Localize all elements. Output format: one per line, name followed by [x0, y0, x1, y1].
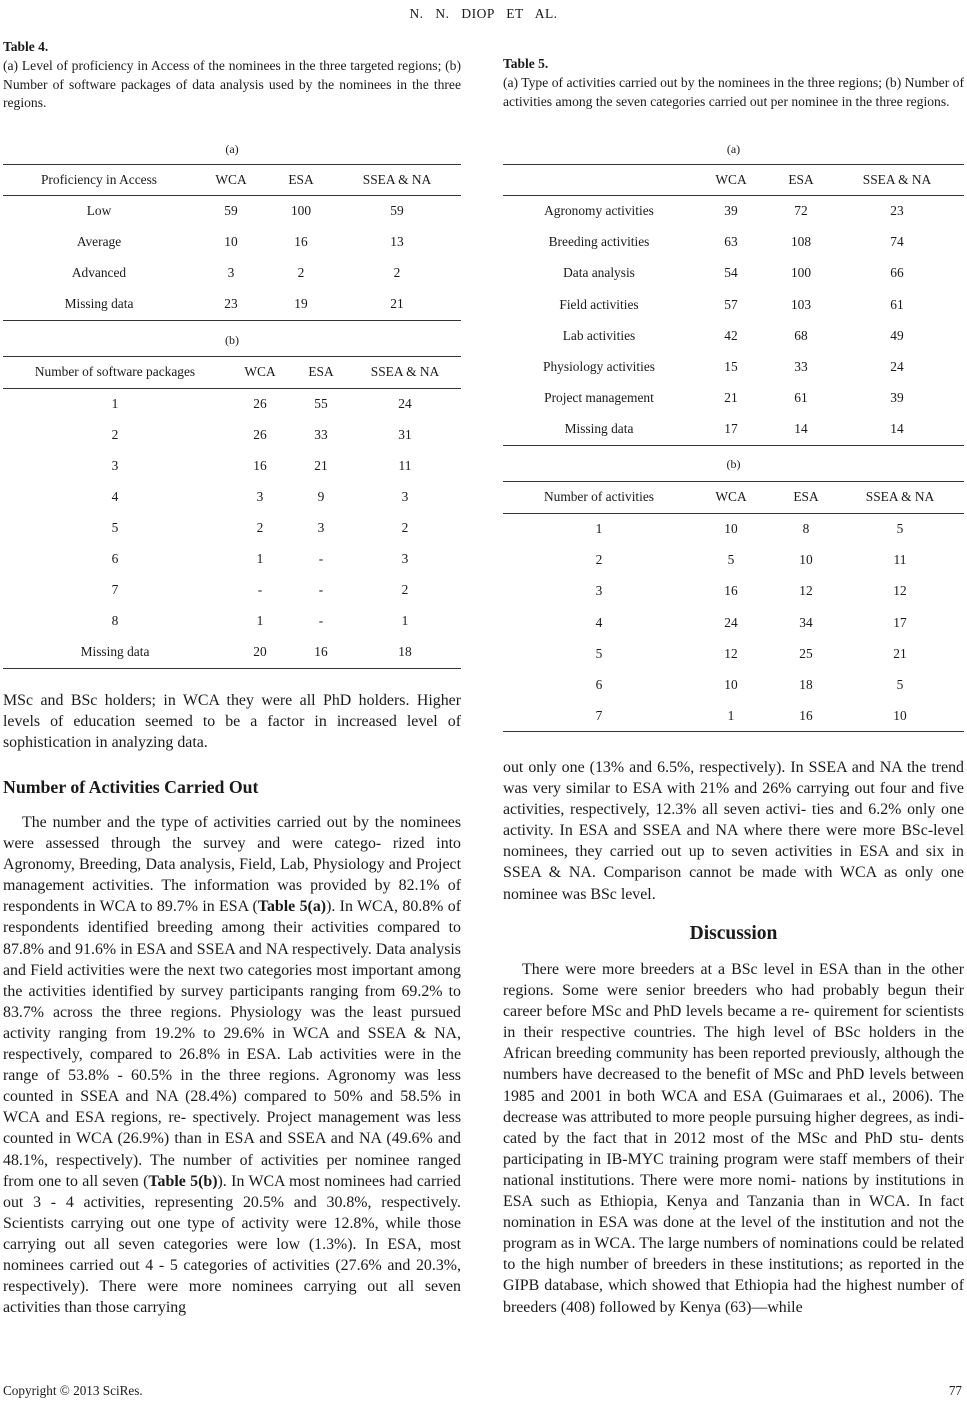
table-cell: 15: [724, 359, 738, 374]
table-cell: 1: [256, 613, 264, 628]
table-cell: 2: [595, 552, 603, 568]
table4a-label: (a): [225, 142, 239, 156]
table-cell: 12: [799, 583, 813, 599]
table-cell: 10: [724, 521, 738, 536]
table-cell: 1: [256, 551, 264, 566]
table-cell: 4: [595, 614, 603, 630]
discussion-paragraph: There were more breeders at a BSc level in ESA than in the other regions. Some were senior breeders who had probably begun their career before MSc and PhD levels became a re- quirement for scientists in their respective countries. The high level of BSc holders in the African breeding community has been reported previously, although the numbers have decreased to the benefit of MSc and PhD levels between 1985 and 2001 in both WCA and ESA (Guimaraes et al., 2006). The decrease was attributed to more people pursuing higher degrees, as indi- cated by the fact that in 2012 most of the MSc and PhD stu- dents participating in IB-MYC training program were staff members of their national institutions. There were more nomi- nations by institutions in ESA such as Ethiopia, Kenya and Tanzania than in WCA. In fact nomination in ESA was done at the level of the institution and not the program as in WCA. The large numbers of nominations could be related to the high number of breeders in these institutions; as reported in the GIPB database, which showed that Ethiopia had the highest number of breeders (408) followed by Kenya (63)—while: [503, 961, 964, 1316]
table-cell: 1: [595, 521, 603, 536]
table-cell: 11: [893, 552, 907, 568]
table-cell: Missing data: [80, 644, 150, 659]
table-cell: 10: [799, 552, 813, 568]
table-cell: 39: [724, 203, 738, 218]
table-cell: 7: [111, 582, 119, 597]
table-row: [503, 552, 964, 572]
table-row: [3, 265, 461, 285]
table-cell: 21: [893, 645, 907, 661]
table5-title: Table 5.: [503, 56, 549, 71]
table-cell: SSEA & NA: [862, 172, 932, 187]
results-paragraph: out only one (13% and 6.5%, respectively). In SSEA and NA the trend was very similar to ESA with 21% and 26% carrying out four and five activities, respectively, 12.3% all seven activi- ties and 6.2% only one activity. In ESA and SSEA and NA where there were more BSc-level nominees, they carried out up to seven activities in ESA and six in SSEA & NA. Comparison cannot be made with WCA as only one nominee was BSc level.: [503, 759, 964, 903]
table-cell: 24: [890, 359, 904, 374]
table-cell: -: [257, 582, 263, 597]
table4b-label: (b): [225, 333, 239, 347]
table-cell: 108: [790, 234, 812, 250]
table-cell: 21: [390, 296, 404, 311]
table5a-label: (a): [726, 142, 741, 156]
table-cell: WCA: [715, 172, 747, 187]
table-cell: 1: [727, 708, 735, 724]
table-cell: 17: [893, 614, 907, 630]
table-cell: WCA: [215, 172, 247, 187]
table-cell: 72: [794, 203, 808, 218]
table-cell: 66: [890, 265, 904, 281]
table-rule: [3, 320, 461, 321]
table-cell: 33: [314, 427, 328, 442]
table-cell: 57: [724, 296, 738, 312]
table-cell: 3: [595, 583, 603, 599]
table-row: [3, 296, 461, 316]
table-cell: SSEA & NA: [865, 489, 935, 504]
activities-paragraph: [3, 812, 461, 1318]
table-rule: [503, 164, 964, 165]
table-cell: 61: [890, 296, 904, 312]
table-row: [503, 297, 964, 317]
table-cell: ESA: [793, 489, 819, 504]
table-cell: 2: [393, 265, 401, 280]
table-cell: ESA: [308, 364, 334, 379]
table-row: [503, 615, 964, 635]
table-row: [503, 265, 964, 285]
table-row: [3, 234, 461, 254]
table-cell: 16: [314, 644, 328, 659]
table-cell: WCA: [244, 364, 276, 379]
table-cell: ESA: [288, 172, 314, 187]
table-rule: [3, 356, 461, 357]
page-number: 77: [948, 1383, 962, 1398]
table-cell: 10: [224, 234, 238, 249]
table-cell: 4: [111, 489, 119, 504]
table-cell: 10: [724, 677, 738, 692]
table-row: [3, 644, 461, 664]
table-cell: 18: [398, 644, 412, 659]
table-cell: 5: [896, 521, 904, 536]
table4-title: Table 4.: [3, 39, 49, 54]
table-row: [503, 583, 964, 603]
table-cell: 10: [893, 708, 907, 724]
table-cell: 23: [224, 296, 238, 311]
table-cell: Project management: [544, 390, 654, 406]
table-cell: SSEA & NA: [370, 364, 440, 379]
table-cell: ESA: [788, 172, 814, 187]
table-cell: 26: [253, 427, 267, 442]
table-cell: 1: [111, 396, 119, 411]
table-cell: Agronomy activities: [544, 203, 654, 218]
table-cell: -: [318, 582, 324, 597]
table-cell: 63: [724, 234, 738, 250]
copyright: Copyright © 2013 SciRes.: [3, 1383, 143, 1398]
table-cell: 2: [297, 265, 305, 280]
table-cell: 19: [294, 296, 308, 311]
table-rule: [3, 195, 461, 196]
paragraph-text: ). In WCA most nominees had carried out 3 - 4 activities, representing 20.5% and 30.8%, respectively. Scientists carrying out one type of activity were 12.8%, while those carrying out all seven categories were low (1.3%). In ESA, most nominees carried out 4 - 5 categories of activities (27.6% and 20.3%, respectively). There were more nominees carrying out all seven activities than those carrying: [3, 1172, 461, 1317]
paragraph-text: ). In WCA, 80.8% of respondents identified breeding among their activities compared to 87.8% and 91.6% in ESA and SSEA and NA respectively. Data analysis and Field activities were the next two categories most important among the activities identified by survey participants ranging from 69.2% to 83.7% across the three regions. Physiology was the least pursued activity ranging from 19.2% to 29.6% in WCA and SSEA & NA, respectively, compared to 26.8% in ESA. Lab activities were in the range of 53.8% - 60.5% in the three regions. Agronomy was less counted in SSEA and NA (28.4%) compared to 50% and 58.5% in WCA and ESA regions, re- spectively. Project management was less counted in WCA (26.9%) than in ESA and SSEA and NA (49.6% and 48.1%, respectively). The number of activities per nominee ranged from one to all seven (: [3, 898, 462, 1190]
table-row: [3, 582, 461, 602]
table-cell: Physiology activities: [543, 359, 655, 374]
table-cell: 61: [794, 390, 808, 406]
table-cell: 16: [253, 458, 267, 473]
table-rule: [503, 513, 964, 514]
table-row: [503, 234, 964, 254]
table-cell: 20: [253, 644, 267, 659]
table-cell: -: [318, 551, 324, 566]
table-cell: 24: [398, 396, 412, 411]
table-cell: 49: [890, 327, 904, 343]
table-cell: 2: [401, 520, 409, 535]
table-cell: Lab activities: [562, 327, 636, 343]
table-rule: [3, 668, 461, 669]
section-heading: Number of Activities Carried Out: [3, 777, 259, 797]
table-cell: Missing data: [564, 421, 634, 437]
table-cell: 2: [111, 427, 119, 442]
table-cell: Proficiency in Access: [40, 172, 158, 187]
table-cell: 103: [790, 296, 812, 312]
table4-caption: (a) Level of proficiency in Access of the nominees in the three targeted regions; (b) Number of software packages of data analysis used by the nominees in the three regions.: [3, 58, 461, 110]
table-rule: [503, 481, 964, 482]
table-row: [3, 489, 461, 509]
table-cell: 16: [724, 583, 738, 599]
table-row: [3, 203, 461, 223]
table-cell: 100: [790, 265, 812, 281]
table-cell: 18: [799, 677, 813, 692]
table-row: [503, 359, 964, 379]
table-cell: SSEA & NA: [362, 172, 432, 187]
table-cell: 54: [724, 265, 738, 281]
table5b-label: (b): [726, 457, 741, 471]
table-row: [3, 551, 461, 571]
table-row: [3, 613, 461, 633]
table-cell: 5: [111, 520, 119, 535]
table-cell: 8: [802, 521, 810, 536]
table-cell: Advanced: [71, 265, 127, 280]
table-cell: 5: [727, 552, 735, 568]
table-cell: 100: [290, 203, 312, 218]
table-rule: [503, 195, 964, 196]
table-cell: 33: [794, 359, 808, 374]
table-reference: Table 5(a): [257, 898, 327, 916]
table-cell: 5: [896, 677, 904, 692]
table-cell: 13: [390, 234, 404, 249]
table-cell: 16: [294, 234, 308, 249]
table-cell: 26: [253, 396, 267, 411]
table-cell: 12: [893, 583, 907, 599]
table-cell: Number of software packages: [34, 364, 196, 379]
table-cell: 11: [398, 458, 412, 473]
table-cell: 3: [317, 520, 325, 535]
table-cell: 2: [401, 582, 409, 597]
table5-caption: (a) Type of activities carried out by the nominees in the three regions; (b) Number of activities among the seven categories carried out per nominee in the three regions.: [503, 75, 964, 109]
table-cell: 8: [111, 613, 119, 628]
table-cell: 68: [794, 327, 808, 343]
table-reference: Table 5(b): [148, 1172, 218, 1190]
table-cell: 14: [890, 421, 904, 437]
table-header-row: [503, 489, 964, 509]
table-cell: 2: [256, 520, 264, 535]
table-row: [503, 328, 964, 348]
table-row: [503, 203, 964, 223]
table-cell: Data analysis: [563, 265, 635, 281]
table-cell: 5: [595, 645, 603, 661]
table-cell: 55: [314, 396, 328, 411]
table-row: [3, 396, 461, 416]
table-cell: Average: [76, 234, 122, 249]
table-cell: 3: [401, 551, 409, 566]
table-cell: 9: [317, 489, 325, 504]
table-cell: 42: [724, 327, 738, 343]
table-cell: 21: [314, 458, 328, 473]
table-cell: 23: [890, 203, 904, 218]
table-row: [503, 708, 964, 728]
discussion-heading: Discussion: [689, 923, 778, 944]
table-rule: [503, 445, 964, 446]
table-cell: 7: [595, 708, 603, 724]
table-row: [503, 677, 964, 697]
running-head: N. N. DIOP ET AL.: [409, 6, 558, 21]
table-header-row: [503, 172, 964, 192]
table-header-row: [3, 364, 461, 384]
table-cell: 24: [724, 614, 738, 630]
table-rule: [3, 388, 461, 389]
table-cell: 34: [799, 614, 813, 630]
table-row: [503, 421, 964, 441]
table-cell: 6: [111, 551, 119, 566]
table-row: [503, 521, 964, 541]
table-rule: [503, 731, 964, 732]
paragraph-text: The number and the type of activities carried out by the nominees were assessed through the survey and were catego- rized into Agronomy, Breeding, Data analysis, Field, Lab, Physiology and Project management activities. The information was provided by 82.1% of respondents in WCA to 89.7% in ESA (: [3, 814, 461, 916]
table-cell: 3: [227, 265, 235, 280]
table-rule: [3, 164, 461, 165]
table-cell: Missing data: [64, 296, 134, 311]
table-cell: 3: [256, 489, 264, 504]
table-cell: 3: [111, 458, 119, 473]
table-cell: 3: [401, 489, 409, 504]
table-cell: 74: [890, 234, 904, 250]
table-cell: -: [318, 613, 324, 628]
table-cell: 25: [799, 645, 813, 661]
table-cell: 59: [390, 203, 404, 218]
table-cell: 1: [401, 613, 409, 628]
table-cell: 21: [724, 390, 738, 406]
table-cell: Breeding activities: [548, 234, 650, 250]
table-row: [503, 646, 964, 666]
table-cell: 31: [398, 427, 412, 442]
table-cell: Low: [86, 203, 112, 218]
table-cell: Number of activities: [543, 489, 655, 504]
table-row: [3, 520, 461, 540]
table-cell: WCA: [715, 489, 747, 504]
table-cell: 39: [890, 390, 904, 406]
intro-paragraph: MSc and BSc holders; in WCA they were all PhD holders. Higher levels of education seemed to be a factor in increased level of sophistication in analyzing data.: [3, 692, 461, 752]
table-header-row: [3, 172, 461, 192]
table-cell: 17: [724, 421, 738, 437]
table-row: [3, 427, 461, 447]
table-cell: 6: [595, 677, 603, 692]
table-cell: Field activities: [559, 296, 639, 312]
table-cell: 59: [224, 203, 238, 218]
table-cell: 14: [794, 421, 808, 437]
table-cell: 16: [799, 708, 813, 724]
table-row: [503, 390, 964, 410]
table-row: [3, 458, 461, 478]
table-cell: 12: [724, 645, 738, 661]
